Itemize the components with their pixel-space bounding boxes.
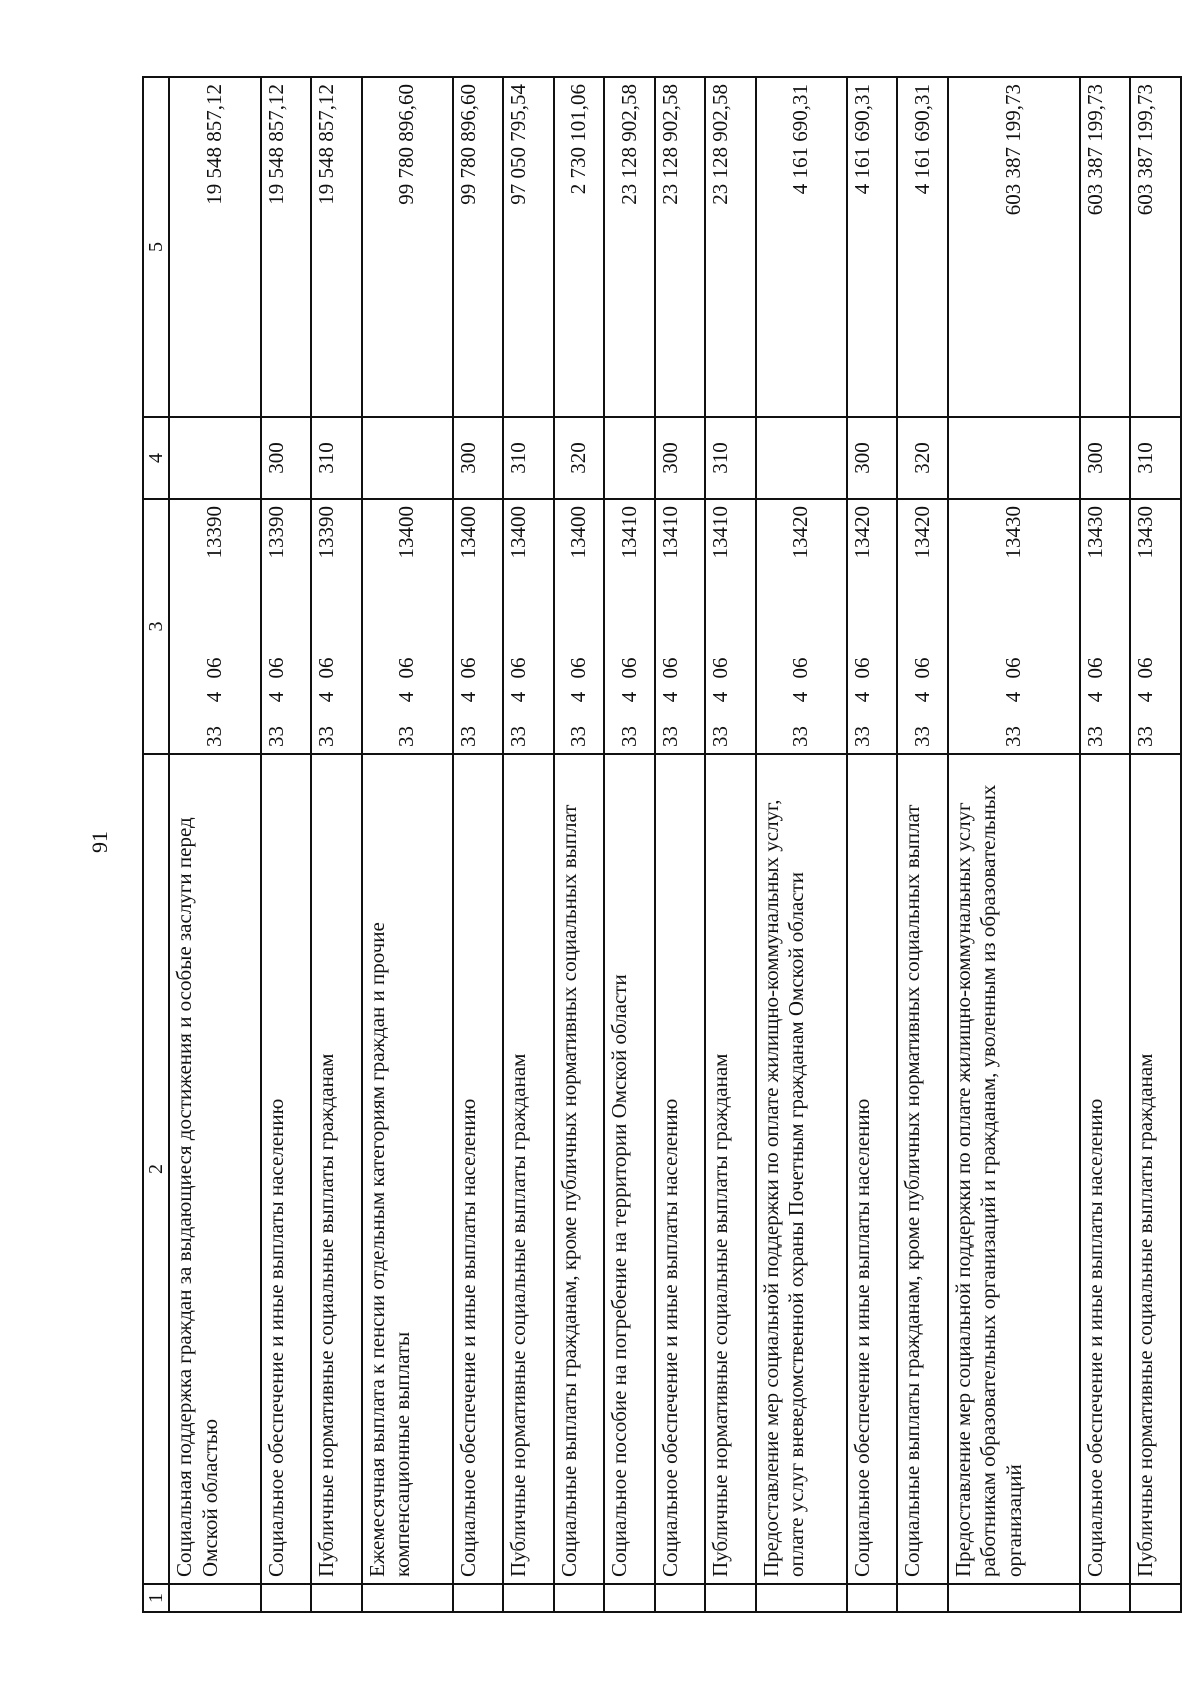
row-number-cell bbox=[655, 1584, 705, 1612]
code-part: 33 bbox=[708, 726, 733, 747]
code-part: 33 bbox=[506, 726, 531, 747]
expense-name-cell: Предоставление мер социальной поддержки по оплате жилищно-коммунальных услуг, оплате услуг вневедомственной охраны Почетным гражданам Омской области bbox=[756, 754, 847, 1584]
amount-cell: 19 548 857,12 bbox=[311, 77, 361, 417]
code-part: 13420 bbox=[788, 506, 813, 559]
expense-name-cell: Ежемесячная выплата к пенсии отдельным категориям граждан и прочие компенсационные выплаты bbox=[362, 754, 453, 1584]
code-part: 13400 bbox=[455, 506, 480, 559]
target-code bbox=[1001, 506, 1027, 747]
expense-name-cell: Социальные выплаты гражданам, кроме публичных нормативных социальных выплат bbox=[554, 754, 604, 1584]
expense-type-cell: 300 bbox=[261, 417, 311, 499]
row-number-cell bbox=[1080, 1584, 1130, 1612]
amount-cell: 23 128 902,58 bbox=[604, 77, 654, 417]
target-code-cell bbox=[362, 499, 453, 754]
expense-name-cell: Публичные нормативные социальные выплаты гражданам bbox=[1130, 754, 1181, 1584]
table-row bbox=[897, 77, 947, 1612]
expense-type-cell: 310 bbox=[705, 417, 755, 499]
table-row bbox=[554, 77, 604, 1612]
table-row bbox=[169, 77, 260, 1612]
code-part: 13430 bbox=[1000, 506, 1025, 559]
code-part: 06 bbox=[455, 657, 480, 679]
row-number-cell bbox=[897, 1584, 947, 1612]
code-part: 4 bbox=[263, 691, 288, 703]
expense-type-cell: 310 bbox=[1130, 417, 1181, 499]
expense-type-cell: 310 bbox=[311, 417, 361, 499]
code-part: 06 bbox=[657, 657, 682, 679]
row-number-cell bbox=[604, 1584, 654, 1612]
column-header: 1 bbox=[143, 1584, 169, 1612]
column-header: 4 bbox=[143, 417, 169, 499]
code-part: 13430 bbox=[1082, 506, 1107, 559]
amount-cell: 4 161 690,31 bbox=[847, 77, 897, 417]
target-code-cell bbox=[948, 499, 1080, 754]
column-header: 5 bbox=[143, 77, 169, 417]
row-number-cell bbox=[261, 1584, 311, 1612]
row-number-cell bbox=[1130, 1584, 1181, 1612]
code-part: 4 bbox=[849, 691, 874, 703]
code-part: 33 bbox=[455, 726, 480, 747]
amount-cell: 4 161 690,31 bbox=[897, 77, 947, 417]
row-number-cell bbox=[756, 1584, 847, 1612]
code-part: 4 bbox=[506, 691, 531, 703]
table-row bbox=[503, 77, 553, 1612]
code-part: 33 bbox=[263, 726, 288, 747]
amount-cell: 99 780 896,60 bbox=[362, 77, 453, 417]
code-part: 06 bbox=[1000, 657, 1025, 679]
code-part: 13390 bbox=[314, 506, 339, 559]
row-number-cell bbox=[311, 1584, 361, 1612]
target-code-cell bbox=[503, 499, 553, 754]
table-row bbox=[1080, 77, 1130, 1612]
amount-cell: 4 161 690,31 bbox=[756, 77, 847, 417]
code-part: 33 bbox=[314, 726, 339, 747]
table-row bbox=[847, 77, 897, 1612]
target-code bbox=[850, 506, 876, 747]
code-part: 13400 bbox=[566, 506, 591, 559]
code-part: 06 bbox=[708, 657, 733, 679]
target-code bbox=[788, 506, 814, 747]
target-code-cell bbox=[897, 499, 947, 754]
code-part: 4 bbox=[616, 691, 641, 703]
row-number-cell bbox=[362, 1584, 453, 1612]
table-row bbox=[948, 77, 1080, 1612]
target-code bbox=[394, 506, 420, 747]
code-part: 06 bbox=[202, 657, 227, 679]
code-part: 33 bbox=[1133, 726, 1158, 747]
expense-type-cell: 300 bbox=[453, 417, 503, 499]
amount-cell: 97 050 795,54 bbox=[503, 77, 553, 417]
table-row bbox=[261, 77, 311, 1612]
table-row bbox=[655, 77, 705, 1612]
expense-type-cell: 320 bbox=[554, 417, 604, 499]
code-part: 4 bbox=[788, 691, 813, 703]
code-part: 13410 bbox=[616, 506, 641, 559]
expense-name-cell: Социальные выплаты гражданам, кроме публичных нормативных социальных выплат bbox=[897, 754, 947, 1584]
row-number-cell bbox=[169, 1584, 260, 1612]
target-code-cell bbox=[705, 499, 755, 754]
row-number-cell bbox=[503, 1584, 553, 1612]
expense-type-cell: 300 bbox=[1080, 417, 1130, 499]
code-part: 33 bbox=[616, 726, 641, 747]
expense-name-cell: Публичные нормативные социальные выплаты гражданам bbox=[705, 754, 755, 1584]
budget-table-container bbox=[142, 78, 1182, 1613]
amount-cell: 19 548 857,12 bbox=[169, 77, 260, 417]
code-part: 4 bbox=[1000, 691, 1025, 703]
target-code-cell bbox=[1130, 499, 1181, 754]
header-row bbox=[143, 77, 169, 1612]
expense-name-cell: Социальное обеспечение и иные выплаты населению bbox=[1080, 754, 1130, 1584]
code-part: 33 bbox=[1000, 726, 1025, 747]
expense-name-cell: Публичные нормативные социальные выплаты гражданам bbox=[311, 754, 361, 1584]
code-part: 4 bbox=[1133, 691, 1158, 703]
table-row bbox=[362, 77, 453, 1612]
code-part: 06 bbox=[849, 657, 874, 679]
code-part: 13430 bbox=[1133, 506, 1158, 559]
expense-type-cell bbox=[362, 417, 453, 499]
target-code bbox=[202, 506, 228, 747]
target-code bbox=[456, 506, 482, 747]
target-code bbox=[910, 506, 936, 747]
table-row bbox=[311, 77, 361, 1612]
code-part: 4 bbox=[909, 691, 934, 703]
target-code bbox=[506, 506, 532, 747]
target-code bbox=[264, 506, 290, 747]
code-part: 06 bbox=[1133, 657, 1158, 679]
target-code-cell bbox=[169, 499, 260, 754]
code-part: 33 bbox=[788, 726, 813, 747]
amount-cell: 603 387 199,73 bbox=[1080, 77, 1130, 417]
amount-cell: 603 387 199,73 bbox=[1130, 77, 1181, 417]
expense-name-cell: Социальная поддержка граждан за выдающиеся достижения и особые заслуги перед Омской областью bbox=[169, 754, 260, 1584]
code-part: 33 bbox=[1082, 726, 1107, 747]
row-number-cell bbox=[847, 1584, 897, 1612]
code-part: 33 bbox=[657, 726, 682, 747]
code-part: 06 bbox=[909, 657, 934, 679]
code-part: 4 bbox=[657, 691, 682, 703]
code-part: 13400 bbox=[506, 506, 531, 559]
expense-type-cell: 310 bbox=[503, 417, 553, 499]
expense-type-cell bbox=[604, 417, 654, 499]
table-row bbox=[453, 77, 503, 1612]
code-part: 06 bbox=[1082, 657, 1107, 679]
code-part: 33 bbox=[849, 726, 874, 747]
target-code bbox=[1083, 506, 1109, 747]
code-part: 13410 bbox=[657, 506, 682, 559]
target-code-cell bbox=[655, 499, 705, 754]
target-code-cell bbox=[261, 499, 311, 754]
expense-name-cell: Социальное обеспечение и иные выплаты населению bbox=[847, 754, 897, 1584]
row-number-cell bbox=[453, 1584, 503, 1612]
code-part: 33 bbox=[394, 726, 419, 747]
code-part: 06 bbox=[263, 657, 288, 679]
page-number: 91 bbox=[87, 831, 112, 853]
amount-cell: 19 548 857,12 bbox=[261, 77, 311, 417]
code-part: 4 bbox=[314, 691, 339, 703]
table-row bbox=[1130, 77, 1181, 1612]
expense-name-cell: Социальное обеспечение и иные выплаты населению bbox=[655, 754, 705, 1584]
expense-name-cell: Социальное пособие на погребение на территории Омской области bbox=[604, 754, 654, 1584]
target-code bbox=[314, 506, 340, 747]
code-part: 13420 bbox=[909, 506, 934, 559]
target-code-cell bbox=[453, 499, 503, 754]
code-part: 13420 bbox=[849, 506, 874, 559]
expense-type-cell bbox=[169, 417, 260, 499]
target-code-cell bbox=[756, 499, 847, 754]
target-code bbox=[658, 506, 684, 747]
amount-cell: 603 387 199,73 bbox=[948, 77, 1080, 417]
expense-type-cell bbox=[756, 417, 847, 499]
row-number-cell bbox=[705, 1584, 755, 1612]
code-part: 4 bbox=[708, 691, 733, 703]
row-number-cell bbox=[948, 1584, 1080, 1612]
code-part: 06 bbox=[788, 657, 813, 679]
code-part: 13390 bbox=[202, 506, 227, 559]
amount-cell: 2 730 101,06 bbox=[554, 77, 604, 417]
code-part: 13390 bbox=[263, 506, 288, 559]
expense-type-cell: 300 bbox=[655, 417, 705, 499]
expense-name-cell: Социальное обеспечение и иные выплаты населению bbox=[261, 754, 311, 1584]
code-part: 06 bbox=[616, 657, 641, 679]
column-header: 3 bbox=[143, 499, 169, 754]
code-part: 4 bbox=[455, 691, 480, 703]
target-code bbox=[1133, 506, 1159, 747]
code-part: 4 bbox=[202, 691, 227, 703]
code-part: 33 bbox=[202, 726, 227, 747]
expense-type-cell bbox=[948, 417, 1080, 499]
target-code-cell bbox=[847, 499, 897, 754]
target-code-cell bbox=[1080, 499, 1130, 754]
expense-type-cell: 300 bbox=[847, 417, 897, 499]
code-part: 06 bbox=[566, 657, 591, 679]
table-body bbox=[169, 77, 1181, 1612]
code-part: 13400 bbox=[394, 506, 419, 559]
amount-cell: 99 780 896,60 bbox=[453, 77, 503, 417]
target-code-cell bbox=[554, 499, 604, 754]
code-part: 33 bbox=[566, 726, 591, 747]
code-part: 33 bbox=[909, 726, 934, 747]
expense-type-cell: 320 bbox=[897, 417, 947, 499]
row-number-cell bbox=[554, 1584, 604, 1612]
column-header: 2 bbox=[143, 754, 169, 1584]
code-part: 06 bbox=[394, 657, 419, 679]
target-code bbox=[566, 506, 592, 747]
code-part: 13410 bbox=[708, 506, 733, 559]
code-part: 4 bbox=[394, 691, 419, 703]
table-row bbox=[756, 77, 847, 1612]
target-code bbox=[617, 506, 643, 747]
code-part: 06 bbox=[314, 657, 339, 679]
code-part: 4 bbox=[566, 691, 591, 703]
expense-name-cell: Предоставление мер социальной поддержки по оплате жилищно-коммунальных услуг работникам образовательных организаций и гражданам, уволенным из образовательных организаций bbox=[948, 754, 1080, 1584]
expense-name-cell: Публичные нормативные социальные выплаты гражданам bbox=[503, 754, 553, 1584]
code-part: 4 bbox=[1082, 691, 1107, 703]
amount-cell: 23 128 902,58 bbox=[705, 77, 755, 417]
target-code-cell bbox=[311, 499, 361, 754]
budget-table bbox=[142, 76, 1182, 1613]
target-code bbox=[708, 506, 734, 747]
table-row bbox=[705, 77, 755, 1612]
expense-name-cell: Социальное обеспечение и иные выплаты населению bbox=[453, 754, 503, 1584]
target-code-cell bbox=[604, 499, 654, 754]
amount-cell: 23 128 902,58 bbox=[655, 77, 705, 417]
table-row bbox=[604, 77, 654, 1612]
code-part: 06 bbox=[506, 657, 531, 679]
